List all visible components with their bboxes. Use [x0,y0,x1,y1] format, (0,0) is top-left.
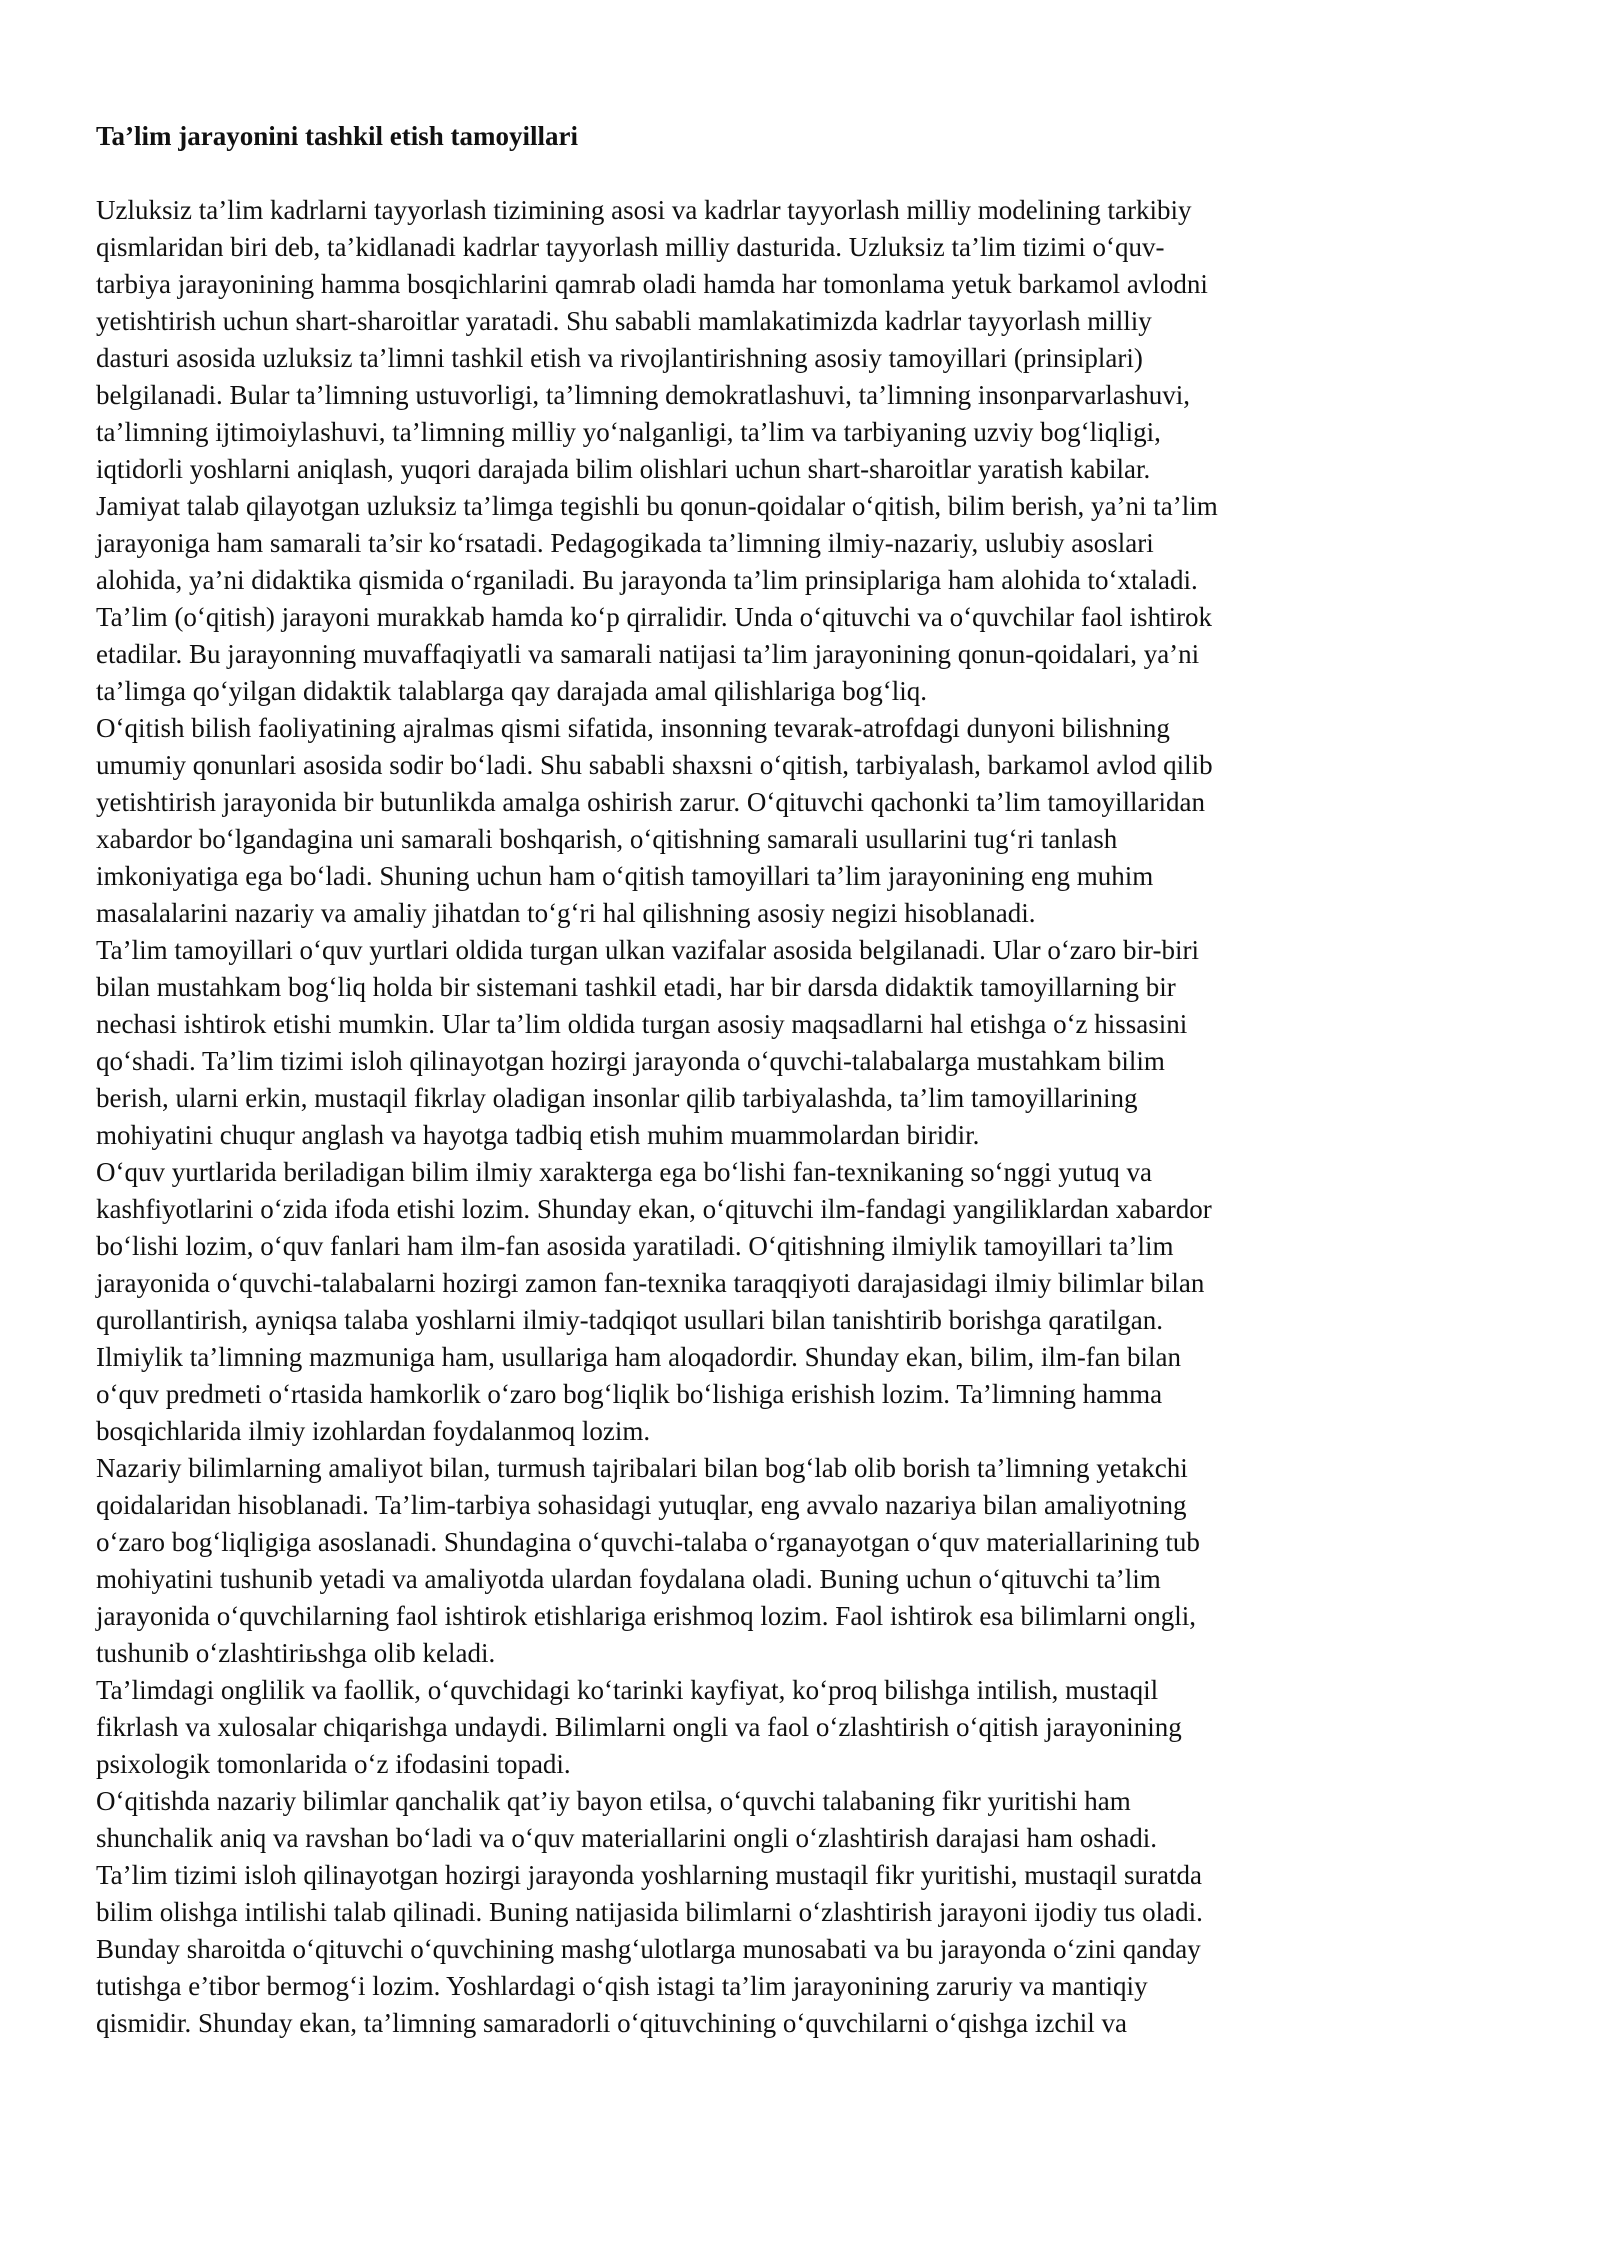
text-line: mohiyatini tushunib yetadi va amaliyotda ulardan foydalana oladi. Buning uchun o‘qituvchi ta’lim [96,1564,1161,1594]
text-line: Jamiyat talab qilayotgan uzluksiz ta’limga tegishli bu qonun-qoidalar o‘qitish, bilim berish, ya’ni ta’lim [96,491,1218,521]
document-title: Ta’lim jarayonini tashkil etish tamoyillari [96,121,579,151]
paragraph [96,1672,1476,1783]
text-line: Ta’lim tamoyillari o‘quv yurtlari oldida turgan ulkan vazifalar asosida belgilanadi. Ular o‘zaro bir-biri [96,935,1199,965]
paragraph [96,1783,1476,2042]
text-line: yetishtirish jarayonida bir butunlikda amalga oshirish zarur. O‘qituvchi qachonki ta’lim tamoyillaridan [96,787,1205,817]
text-line: Nazariy bilimlarning amaliyot bilan, turmush tajribalari bilan bog‘lab olib borish ta’limning yetakchi [96,1453,1188,1483]
document-body [96,192,1476,2042]
text-line: bilim olishga intilishi talab qilinadi. Buning natijasida bilimlarni o‘zlashtirish jarayoni ijodiy tus oladi. [96,1897,1203,1927]
text-line: shunchalik aniq va ravshan bo‘ladi va o‘quv materiallarini ongli o‘zlashtirish darajasi ham oshadi. [96,1823,1157,1853]
text-line: iqtidorli yoshlarni aniqlash, yuqori darajada bilim olishlari uchun shart-sharoitlar yaratish kabilar. [96,454,1151,484]
text-line: qo‘shadi. Ta’lim tizimi isloh qilinayotgan hozirgi jarayonda o‘quvchi-talabalarga mustahkam bilim [96,1046,1165,1076]
text-line: O‘quv yurtlarida beriladigan bilim ilmiy xarakterga ega bo‘lishi fan-texnikaning so‘nggi yutuq va [96,1157,1152,1187]
paragraph [96,710,1476,932]
text-line: masalalarini nazariy va amaliy jihatdan to‘g‘ri hal qilishning asosiy negizi hisoblanadi. [96,898,1036,928]
text-line: Bunday sharoitda o‘qituvchi o‘quvchining mashg‘ulotlarga munosabati va bu jarayonda o‘zini qanday [96,1934,1201,1964]
paragraph [96,1154,1476,1450]
text-line: qurollantirish, ayniqsa talaba yoshlarni ilmiy-tadqiqot usullari bilan tanishtirib borishga qaratilgan. [96,1305,1164,1335]
document-page [96,118,1476,2042]
text-line: xabardor bo‘lgandagina uni samarali boshqarish, o‘qitishning samarali usullarini tug‘ri tanlash [96,824,1118,854]
text-line: yetishtirish uchun shart-sharoitlar yaratadi. Shu sababli mamlakatimizda kadrlar tayyorlash milliy [96,306,1152,336]
text-line: tushunib o‘zlashtiriьshga olib keladi. [96,1638,496,1668]
text-line: ta’limga qo‘yilgan didaktik talablarga qay darajada amal qilishlariga bog‘liq. [96,676,927,706]
text-line: ta’limning ijtimoiylashuvi, ta’limning milliy yo‘nalganligi, ta’lim va tarbiyaning uzviy bog‘liqligi, [96,417,1161,447]
text-line: Ta’lim tizimi isloh qilinayotgan hozirgi jarayonda yoshlarning mustaqil fikr yuritishi, mustaqil suratda [96,1860,1202,1890]
text-line: umumiy qonunlari asosida sodir bo‘ladi. Shu sababli shaxsni o‘qitish, tarbiyalash, barkamol avlod qilib [96,750,1213,780]
text-line: Uzluksiz ta’lim kadrlarni tayyorlash tizimining asosi va kadrlar tayyorlash milliy modelining tarkibiy [96,195,1192,225]
text-line: jarayonida o‘quvchi-talabalarni hozirgi zamon fan-texnika taraqqiyoti darajasidagi ilmiy bilimlar bilan [96,1268,1205,1298]
text-line: mohiyatini chuqur anglash va hayotga tadbiq etish muhim muammolardan biridir. [96,1120,980,1150]
text-line: Ta’limdagi onglilik va faollik, o‘quvchidagi ko‘tarinki kayfiyat, ko‘proq bilishga intilish, mustaqil [96,1675,1159,1705]
text-line: etadilar. Bu jarayonning muvaffaqiyatli va samarali natijasi ta’lim jarayonining qonun-qoidalari, ya’ni [96,639,1200,669]
text-line: qismlaridan biri deb, ta’kidlanadi kadrlar tayyorlash milliy dasturida. Uzluksiz ta’lim tizimi o‘quv- [96,232,1165,262]
text-line: jarayoniga ham samarali ta’sir ko‘rsatadi. Pedagogikada ta’limning ilmiy-nazariy, uslubiy asoslari [96,528,1154,558]
text-line: tarbiya jarayonining hamma bosqichlarini qamrab oladi hamda har tomonlama yetuk barkamol avlodni [96,269,1208,299]
text-line: nechasi ishtirok etishi mumkin. Ular ta’lim oldida turgan asosiy maqsadlarni hal etishga o‘z hissasini [96,1009,1188,1039]
text-line: bosqichlarida ilmiy izohlardan foydalanmoq lozim. [96,1416,651,1446]
paragraph [96,1450,1476,1672]
text-line: Ta’lim (o‘qitish) jarayoni murakkab hamda ko‘p qirralidir. Unda o‘qituvchi va o‘quvchilar faol ishtirok [96,602,1213,632]
text-line: jarayonida o‘quvchilarning faol ishtirok etishlariga erishmoq lozim. Faol ishtirok esa bilimlarni ongli, [96,1601,1197,1631]
text-line: O‘qitishda nazariy bilimlar qanchalik qat’iy bayon etilsa, o‘quvchi talabaning fikr yuritishi ham [96,1786,1131,1816]
paragraph [96,932,1476,1154]
text-line: imkoniyatiga ega bo‘ladi. Shuning uchun ham o‘qitish tamoyillari ta’lim jarayonining eng muhim [96,861,1154,891]
text-line: bo‘lishi lozim, o‘quv fanlari ham ilm-fan asosida yaratiladi. O‘qitishning ilmiylik tamoyillari ta’lim [96,1231,1174,1261]
text-line: belgilanadi. Bular ta’limning ustuvorligi, ta’limning demokratlashuvi, ta’limning insonparvarlashuvi, [96,380,1191,410]
text-line: bilan mustahkam bog‘liq holda bir sistemani tashkil etadi, har bir darsda didaktik tamoyillarning bir [96,972,1176,1002]
text-line: o‘zaro bog‘liqligiga asoslanadi. Shundagina o‘quvchi-talaba o‘rganayotgan o‘quv materiallarining tub [96,1527,1200,1557]
text-line: dasturi asosida uzluksiz ta’limni tashkil etish va rivojlantirishning asosiy tamoyillari (prinsiplari) [96,343,1143,373]
text-line: qismidir. Shunday ekan, ta’limning samaradorli o‘qituvchining o‘quvchilarni o‘qishga izchil va [96,2008,1128,2038]
text-line: kashfiyotlarini o‘zida ifoda etishi lozim. Shunday ekan, o‘qituvchi ilm-fandagi yangiliklardan xabardor [96,1194,1212,1224]
text-line: O‘qitish bilish faoliyatining ajralmas qismi sifatida, insonning tevarak-atrofdagi dunyoni bilishning [96,713,1170,743]
text-line: o‘quv predmeti o‘rtasida hamkorlik o‘zaro bog‘liqlik bo‘lishiga erishish lozim. Ta’limning hamma [96,1379,1163,1409]
paragraph [96,192,1476,710]
text-line: psixologik tomonlarida o‘z ifodasini topadi. [96,1749,571,1779]
text-line: berish, ularni erkin, mustaqil fikrlay oladigan insonlar qilib tarbiyalashda, ta’lim tamoyillarining [96,1083,1138,1113]
text-line: alohida, ya’ni didaktika qismida o‘rganiladi. Bu jarayonda ta’lim prinsiplariga ham alohida to‘xtaladi. [96,565,1198,595]
text-line: tutishga e’tibor bermog‘i lozim. Yoshlardagi o‘qish istagi ta’lim jarayonining zaruriy va mantiqiy [96,1971,1148,2001]
text-line: qoidalaridan hisoblanadi. Ta’lim-tarbiya sohasidagi yutuqlar, eng avvalo nazariya bilan amaliyotning [96,1490,1187,1520]
text-line: fikrlash va xulosalar chiqarishga undaydi. Bilimlarni ongli va faol o‘zlashtirish o‘qitish jarayonining [96,1712,1182,1742]
text-line: Ilmiylik ta’limning mazmuniga ham, usullariga ham aloqadordir. Shunday ekan, bilim, ilm-fan bilan [96,1342,1182,1372]
